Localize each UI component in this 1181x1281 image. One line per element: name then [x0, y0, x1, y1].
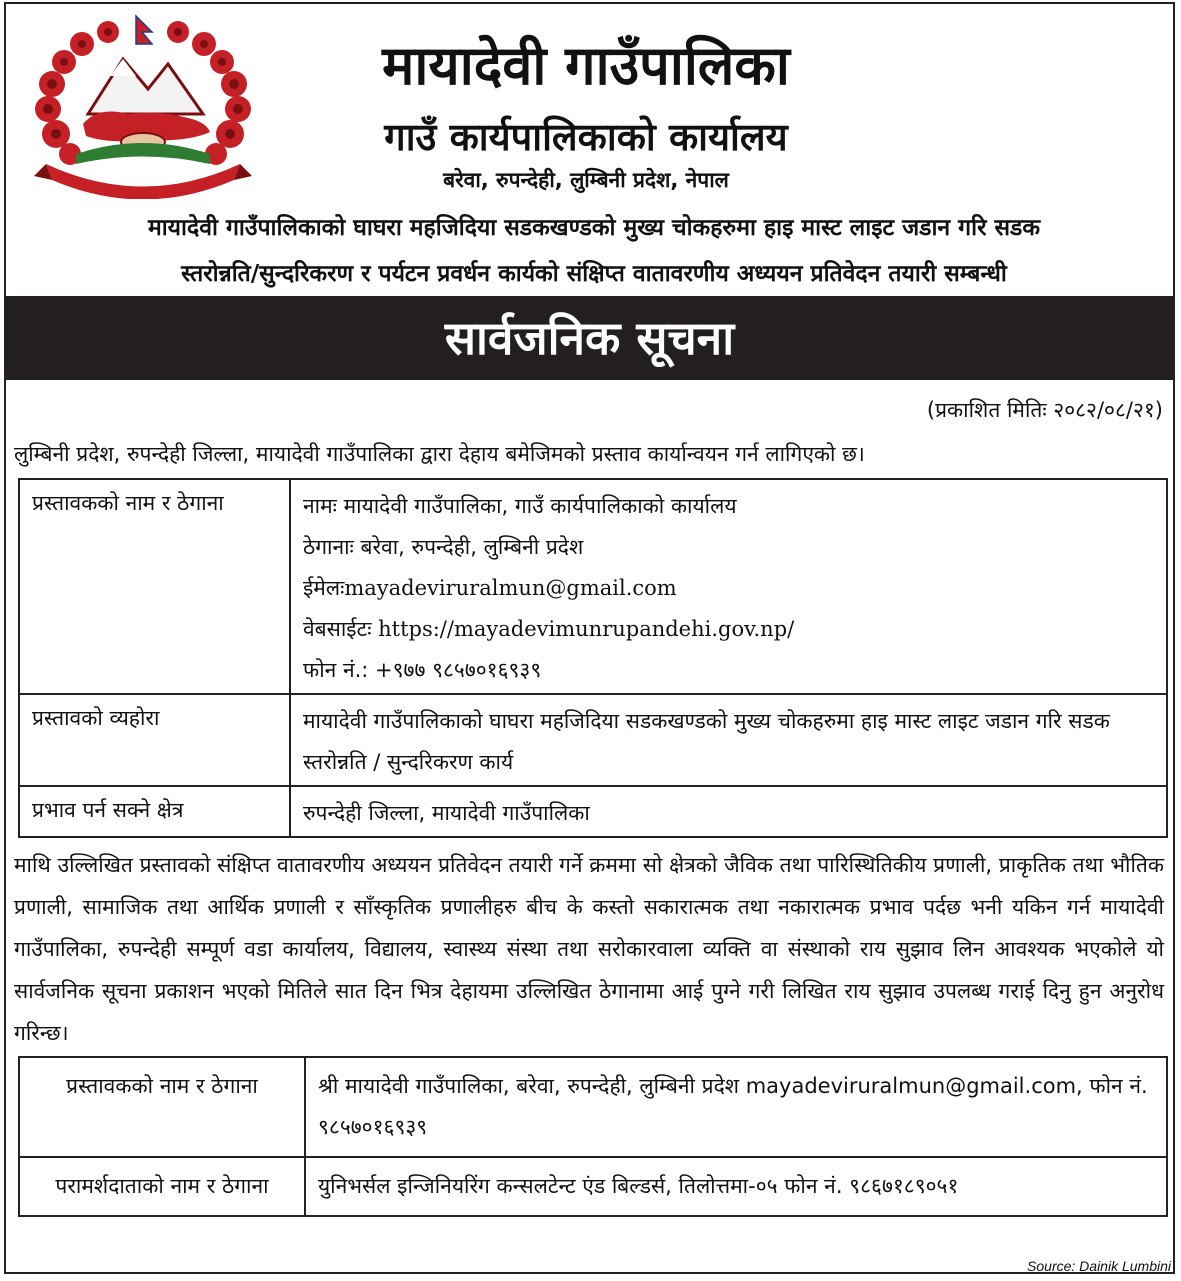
proposer-contact-value: श्री मायादेवी गाउँपालिका, बरेवा, रुपन्देही, लुम्बिनी प्रदेश mayadeviruralmun@gmail.com, फोन नं. ९८५७०१६९३९	[305, 1057, 1167, 1157]
published-date: (प्रकाशित मितिः २०८२/०८/२१)	[926, 398, 1163, 422]
proposer-name: नामः मायादेवी गाउँपालिका, गाउँ कार्यपालिकाको कार्यालय	[303, 494, 737, 518]
public-notice	[4, 2, 1175, 1274]
impact-area-label: प्रभाव पर्न सक्ने क्षेत्र	[19, 786, 290, 837]
source-credit: Source: Dainik Lumbini	[1027, 1258, 1171, 1274]
proposal-subject-label: प्रस्तावको व्यहोरा	[19, 694, 290, 786]
notice-banner: सार्वजनिक सूचना	[6, 296, 1173, 380]
notice-paragraph: माथि उल्लिखित प्रस्तावको संक्षिप्त वातावरणीय अध्ययन प्रतिवेदन तयारी गर्ने क्रममा सो क्षेत्रको जैविक तथा पारिस्थितिकीय प्रणाली, प्राकृतिक तथा भौतिक प्रणाली, सामाजिक तथा आर्थिक प्रणाली र साँस्कृतिक प्रणालीहरु बीच के कस्तो सकारात्मक तथा नकारात्मक प्रभाव पर्दछ भनी यकिन गर्न मायादेवी गाउँपालिका, रुपन्देही सम्पूर्ण वडा कार्यालय, विद्यालय, स्वास्थ्य संस्था तथा सरोकारवाला व्यक्ति वा संस्थाको राय सुझाव लिन आवश्यक भएकोले यो सार्वजनिक सूचना प्रकाशन भएको मितिले सात दिन भित्र देहायमा उल्लिखित ठेगानामा आई पुग्ने गरी लिखित राय सुझाव उपलब्ध गराई दिनु हुन अनुरोध गरिन्छ।	[14, 853, 1164, 1045]
consultant-label: परामर्शदाताको नाम र ठेगाना	[19, 1157, 305, 1216]
contact-table	[18, 1056, 1168, 1217]
proposal-info-table	[18, 478, 1168, 838]
municipality-title: मायादेवी गाउँपालिका	[382, 34, 790, 97]
proposer-label-2: प्रस्तावकको नाम र ठेगाना	[19, 1057, 305, 1157]
impact-area-value: रुपन्देही जिल्ला, मायादेवी गाउँपालिका	[290, 786, 1167, 837]
office-title: गाउँ कार्यपालिकाको कार्यालय	[384, 115, 788, 159]
proposer-details	[290, 479, 1167, 694]
table-row	[19, 694, 1167, 786]
intro-text: लुम्बिनी प्रदेश, रुपन्देही जिल्ला, मायादेवी गाउँपालिका द्वारा देहाय बमेजिमको प्रस्ताव कार्यान्वयन गर्न लागिएको छ।	[14, 442, 865, 466]
proposer-address: ठेगानाः बरेवा, रुपन्देही, लुम्बिनी प्रदेश	[303, 535, 584, 559]
table-row	[19, 786, 1167, 837]
proposal-subject-value: मायादेवी गाउँपालिकाको घाघरा महजिदिया सडकखण्डको मुख्य चोकहरुमा हाइ मास्ट लाइट जडान गरि सडक स्तरोन्नति / सुन्दरिकरण कार्य	[290, 694, 1167, 786]
table-row	[19, 1157, 1167, 1216]
proposer-phone: फोन नं.: +९७७ ९८५७०१६९३९	[303, 658, 542, 682]
proposer-label: प्रस्तावकको नाम र ठेगाना	[19, 479, 290, 694]
proposer-website: वेबसाईटः https://mayadevimunrupandehi.gov.np/	[303, 617, 795, 641]
consultant-value: युनिभर्सल इन्जिनियरिंग कन्सलटेन्ट एंड बिल्डर्स, तिलोत्तमा-०५ फोन नं. ९८६७१८९०५१	[305, 1157, 1167, 1216]
proposer-email: ईमेलःmayadeviruralmun@gmail.com	[303, 576, 677, 600]
nepal-emblem-logo	[28, 14, 258, 199]
office-address: बरेवा, रुपन्देही, लुम्बिनी प्रदेश, नेपाल	[443, 168, 729, 192]
subject-line-2: स्तरोन्नति/सुन्दरिकरण र पर्यटन प्रवर्धन कार्यको संक्षिप्त वातावरणीय अध्ययन प्रतिवेदन तयारी सम्बन्धी	[181, 261, 1007, 287]
subject-line-1: मायादेवी गाउँपालिकाको घाघरा महजिदिया सडकखण्डको मुख्य चोकहरुमा हाइ मास्ट लाइट जडान गरि सडक	[147, 215, 1041, 241]
table-row	[19, 1057, 1167, 1157]
table-row	[19, 479, 1167, 694]
